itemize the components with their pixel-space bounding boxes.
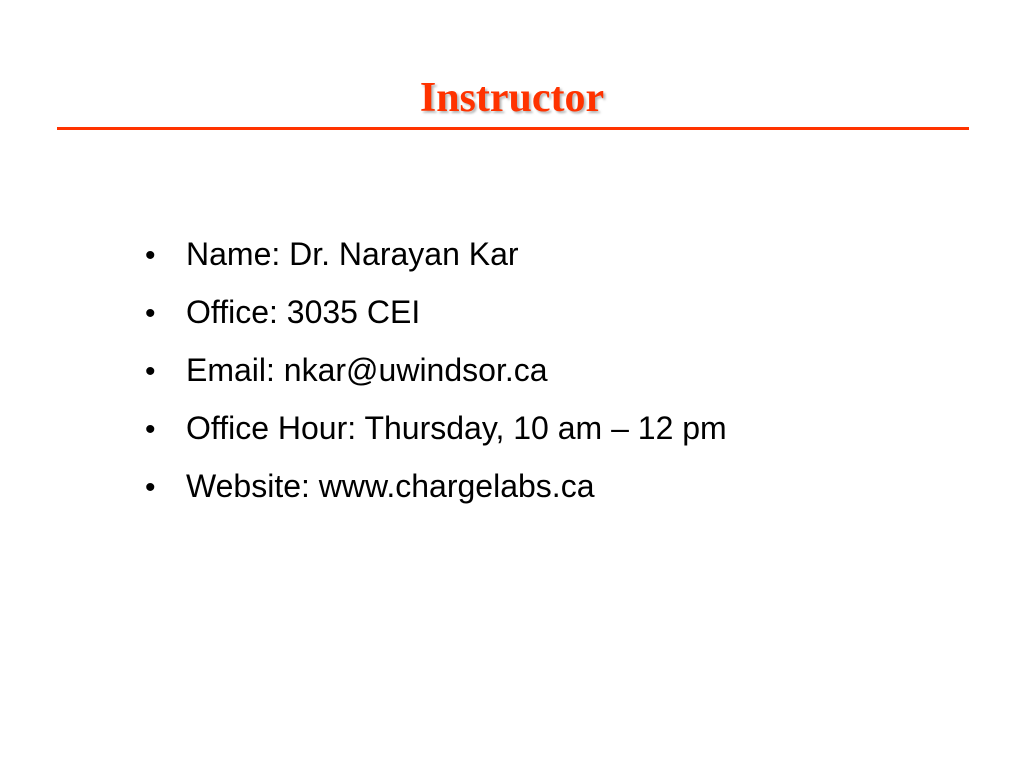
list-item-email [145,342,727,400]
list-item-name [145,226,727,284]
list-item-office-hour [145,400,727,458]
bullet-icon: • [145,297,156,330]
slide-title: Instructor [419,75,605,121]
bullet-icon: • [145,413,156,446]
list-item-office [145,284,727,342]
instructor-website: Website: www.chargelabs.ca [186,468,595,504]
instructor-email: Email: nkar@uwindsor.ca [186,352,548,388]
bullet-icon: • [145,355,156,388]
title-underline [57,127,969,130]
instructor-office-hour: Office Hour: Thursday, 10 am – 12 pm [186,410,727,446]
instructor-office: Office: 3035 CEI [186,294,421,330]
list-item-website [145,458,727,516]
instructor-info-list [145,226,727,516]
bullet-icon: • [145,471,156,504]
bullet-icon: • [145,239,156,272]
instructor-name: Name: Dr. Narayan Kar [186,236,519,272]
